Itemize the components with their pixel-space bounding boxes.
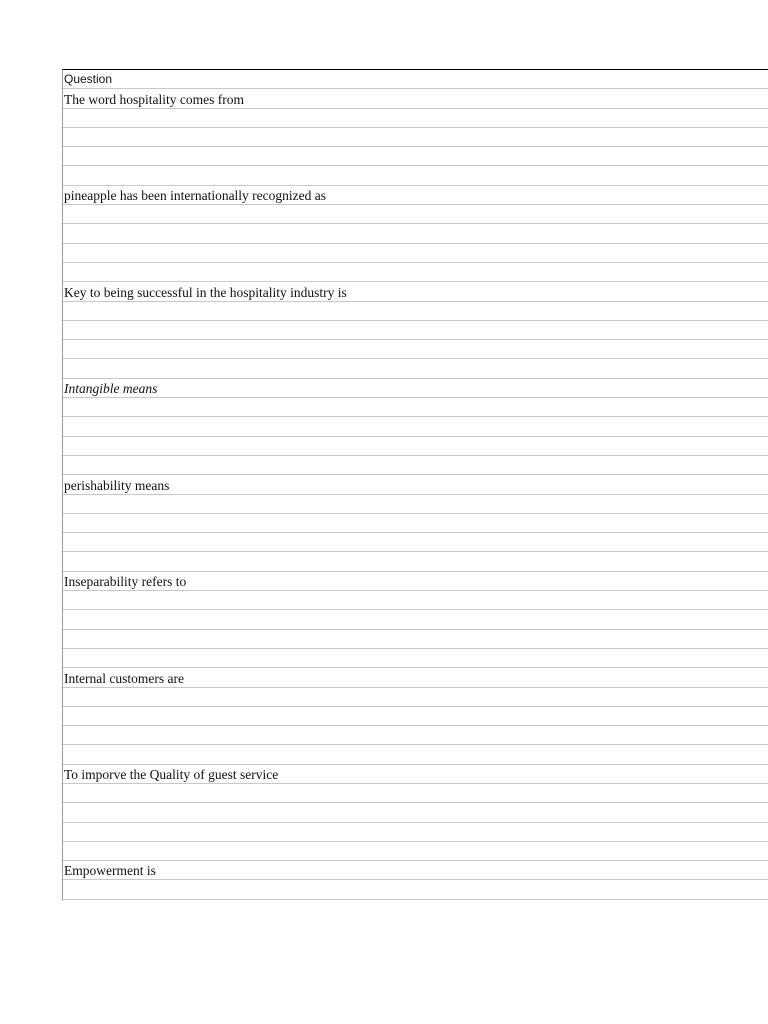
blank-row <box>63 552 768 571</box>
blank-row <box>63 437 768 456</box>
blank-row <box>63 147 768 166</box>
question-cell: pineapple has been internationally recognized as <box>64 188 327 204</box>
blank-row <box>63 166 768 185</box>
question-row-6 <box>63 572 768 591</box>
blank-row <box>63 456 768 475</box>
blank-row <box>63 842 768 861</box>
question-row-8 <box>63 765 768 784</box>
question-row-5 <box>63 475 768 494</box>
blank-row <box>63 630 768 649</box>
question-row-2 <box>63 186 768 205</box>
blank-row <box>63 495 768 514</box>
blank-row <box>63 610 768 629</box>
blank-row <box>63 688 768 707</box>
blank-row <box>63 340 768 359</box>
blank-row <box>63 803 768 822</box>
blank-row <box>63 417 768 436</box>
blank-row <box>63 109 768 128</box>
question-cell: Inseparability refers to <box>64 574 187 590</box>
question-row-9 <box>63 861 768 880</box>
question-cell: The word hospitality comes from <box>64 91 244 107</box>
blank-row <box>63 707 768 726</box>
blank-row <box>63 533 768 552</box>
question-cell: Intangible means <box>64 381 158 397</box>
blank-row <box>63 128 768 147</box>
blank-row <box>63 398 768 417</box>
question-cell: Key to being successful in the hospitality industry is <box>64 284 347 300</box>
blank-row <box>63 321 768 340</box>
blank-row <box>63 784 768 803</box>
blank-row <box>63 649 768 668</box>
blank-row <box>63 244 768 263</box>
question-row-3 <box>63 282 768 301</box>
question-row-7 <box>63 668 768 687</box>
blank-row <box>63 591 768 610</box>
question-cell: To imporve the Quality of guest service <box>64 766 279 782</box>
blank-row <box>63 302 768 321</box>
blank-row <box>63 224 768 243</box>
blank-row <box>63 205 768 224</box>
header-row <box>63 70 768 89</box>
blank-row <box>63 745 768 764</box>
blank-row <box>63 514 768 533</box>
question-cell: perishability means <box>64 477 170 493</box>
spreadsheet-grid <box>62 69 768 900</box>
blank-row <box>63 880 768 899</box>
question-cell: Internal customers are <box>64 670 184 686</box>
column-header-question: Question <box>64 72 113 87</box>
blank-row <box>63 359 768 378</box>
blank-row <box>63 726 768 745</box>
question-row-1 <box>63 89 768 108</box>
blank-row <box>63 263 768 282</box>
question-row-4 <box>63 379 768 398</box>
blank-row <box>63 823 768 842</box>
question-cell: Empowerment is <box>64 863 156 879</box>
